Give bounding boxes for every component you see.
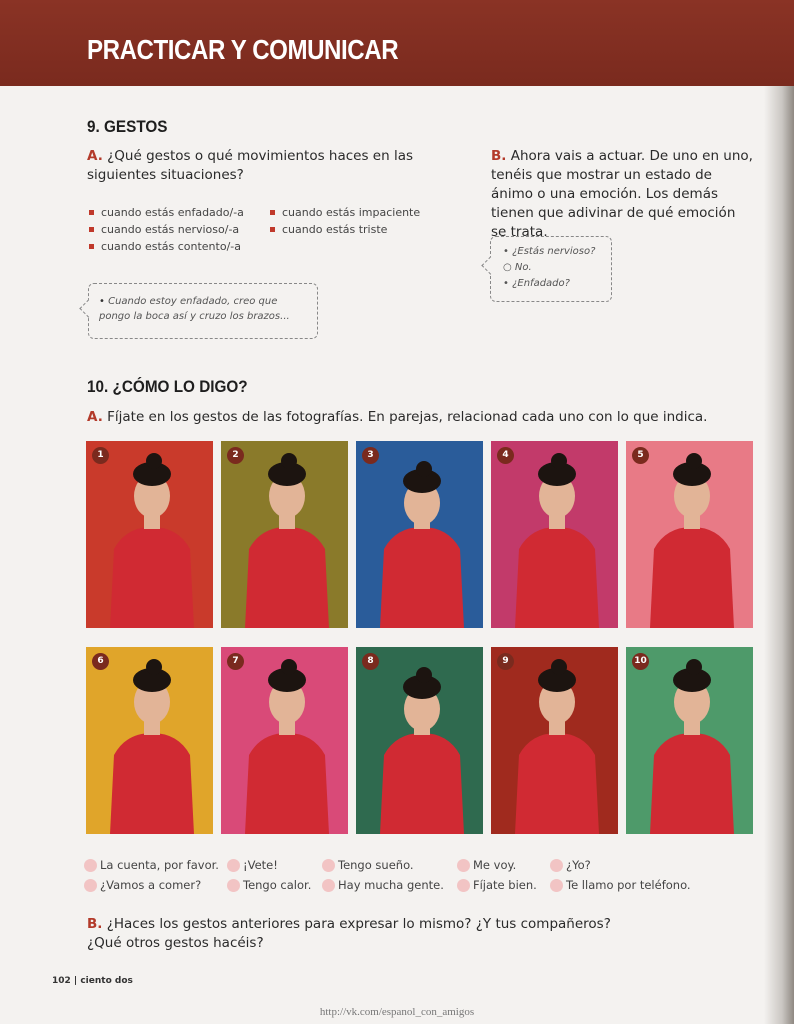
option-item[interactable]: ¿Yo? <box>550 858 591 872</box>
part-letter: B. <box>491 148 507 164</box>
photo-number-badge: 1 <box>92 447 109 464</box>
gesture-photo-7 <box>221 647 348 834</box>
option-item[interactable]: Me voy. <box>457 858 516 872</box>
dialogue-line: ¿Enfadado? <box>512 278 570 289</box>
photo-number-badge: 4 <box>497 447 514 464</box>
person-figure <box>356 441 483 628</box>
option-item[interactable]: ¿Vamos a comer? <box>84 878 201 892</box>
page-number: 102 | ciento dos <box>52 976 133 986</box>
part-text: Fíjate en los gestos de las fotografías. En parejas, relacionad cada uno con lo que indica. <box>107 409 708 425</box>
gesture-photo-1 <box>86 441 213 628</box>
photo-number-badge: 5 <box>632 447 649 464</box>
option-item[interactable]: ¡Vete! <box>227 858 278 872</box>
watermark-url: http://vk.com/espanol_con_amigos <box>319 1006 475 1018</box>
person-figure <box>626 647 753 834</box>
option-item[interactable]: Fíjate bien. <box>457 878 537 892</box>
photo-number-badge: 6 <box>92 653 109 670</box>
gesture-photo-5 <box>626 441 753 628</box>
option-item[interactable]: Te llamo por teléfono. <box>550 878 691 892</box>
gesture-photo-4 <box>491 441 618 628</box>
section-9-part-b <box>491 147 753 242</box>
dialogue-line: No. <box>514 262 532 273</box>
list-item: cuando estás triste <box>270 221 420 238</box>
person-figure <box>221 441 348 628</box>
part-text: ¿Qué gestos o qué movimientos haces en las siguientes situaciones? <box>87 148 414 183</box>
header-banner <box>0 0 794 86</box>
person-figure <box>626 441 753 628</box>
option-item[interactable]: Tengo sueño. <box>322 858 414 872</box>
part-text: Ahora vais a actuar. De uno en uno, tenéis que mostrar un estado de ánimo o una emoción. Los demás tienen que adivinar de qué emoción se trata. <box>491 148 753 240</box>
photo-number-badge: 10 <box>632 653 649 670</box>
person-figure <box>221 647 348 834</box>
section-10-part-a <box>87 408 727 427</box>
part-letter: A. <box>87 409 103 425</box>
example-speech-bubble: • Cuando estoy enfadado, creo que pongo la boca así y cruzo los brazos... <box>88 283 318 339</box>
option-item[interactable]: La cuenta, por favor. <box>84 858 219 872</box>
person-figure <box>491 647 618 834</box>
dialogue-speech-bubble: • ¿Estás nervioso? ○ No. • ¿Enfadado? <box>490 236 612 302</box>
section-9-part-a <box>87 147 427 185</box>
list-item: cuando estás enfadado/-a <box>89 204 244 221</box>
example-text: Cuando estoy enfadado, creo que pongo la boca así y cruzo los brazos... <box>99 296 290 322</box>
dialogue-line: ¿Estás nervioso? <box>512 246 596 257</box>
person-figure <box>356 647 483 834</box>
part-letter: A. <box>87 148 103 164</box>
option-item[interactable]: Hay mucha gente. <box>322 878 444 892</box>
part-text: ¿Haces los gestos anteriores para expresar lo mismo? ¿Y tus compañeros? ¿Qué otros gestos hacéis? <box>87 916 611 951</box>
gesture-photo-6 <box>86 647 213 834</box>
person-figure <box>491 441 618 628</box>
page-title: PRACTICAR Y COMUNICAR <box>87 34 399 65</box>
photo-number-badge: 9 <box>497 653 514 670</box>
photo-number-badge: 3 <box>362 447 379 464</box>
list-item: cuando estás nervioso/-a <box>89 221 244 238</box>
photo-number-badge: 7 <box>227 653 244 670</box>
person-figure <box>86 647 213 834</box>
gesture-photo-9 <box>491 647 618 834</box>
section-10-title: 10. ¿CÓMO LO DIGO? <box>87 377 248 396</box>
answer-options <box>84 858 724 898</box>
situations-list-left <box>89 204 244 255</box>
list-item: cuando estás impaciente <box>270 204 420 221</box>
situations-list-right <box>270 204 420 238</box>
gesture-photo-2 <box>221 441 348 628</box>
option-item[interactable]: Tengo calor. <box>227 878 311 892</box>
part-letter: B. <box>87 916 103 932</box>
gesture-photo-3 <box>356 441 483 628</box>
section-9-title: 9. GESTOS <box>87 117 168 136</box>
photo-number-badge: 8 <box>362 653 379 670</box>
gesture-photo-8 <box>356 647 483 834</box>
person-figure <box>86 441 213 628</box>
list-item: cuando estás contento/-a <box>89 238 244 255</box>
section-10-part-b <box>87 915 647 953</box>
photo-number-badge: 2 <box>227 447 244 464</box>
gesture-photo-10 <box>626 647 753 834</box>
page-shadow <box>764 86 794 1024</box>
